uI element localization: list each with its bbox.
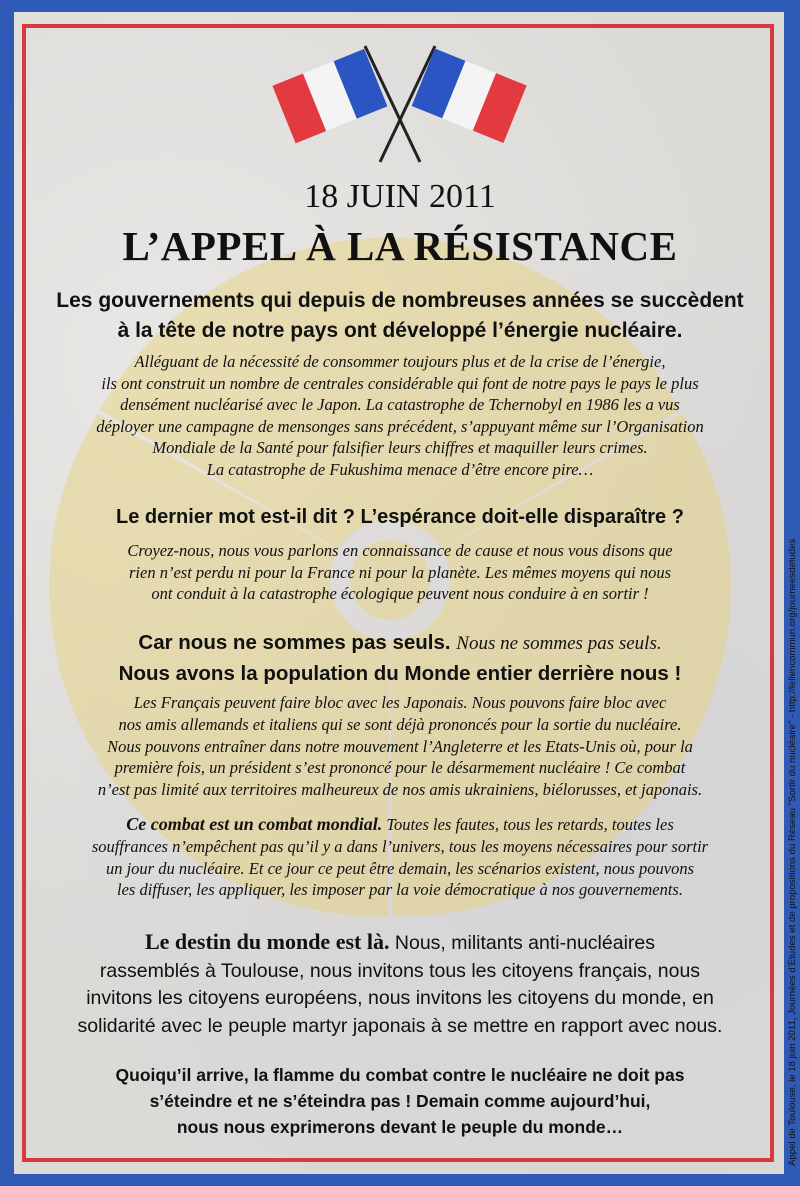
section3-line: nos amis allemands et italiens qui se sont déjà prononcés pour la sortie du nucléaire.	[118, 714, 682, 734]
section3-headline-line2: Nous avons la population du Monde entier derrière nous !	[118, 662, 682, 685]
section1-line: Alléguant de la nécessité de consommer toujours plus et de la crise de l’énergie,	[134, 352, 666, 371]
section5-line: solidarité avec le peuple martyr japonais à se mettre en rapport avec nous.	[77, 1014, 723, 1037]
section6-line: Quoiqu’il arrive, la flamme du combat contre le nucléaire ne doit pas	[115, 1065, 685, 1085]
section4-line: souffrances n’empêchent pas qu’il y a dans l’univers, tous les moyens nécessaires pour sortir	[91, 836, 709, 856]
section1-headline-line1: Les gouvernements qui depuis de nombreuses années se succèdent	[56, 289, 744, 312]
section2-line: Croyez-nous, nous vous parlons en connaissance de cause et nous vous disons que	[127, 541, 673, 560]
side-note: Appel de Toulouse, le 18 juin 2011, Journées d’Etudes et de propositions du Réseau "Sortir du nucléaire" - http://leliencommun.org/journeesdetudes	[787, 538, 798, 1166]
section6-line: s’éteindre et ne s’éteindra pas ! Demain comme aujourd’hui,	[149, 1091, 651, 1111]
section4-body	[60, 814, 740, 901]
section4-lead: Ce combat est un combat mondial.	[126, 814, 383, 834]
crossed-french-flags-icon	[270, 40, 530, 165]
section2-line: ont conduit à la catastrophe écologique peuvent nous conduire à en sortir !	[151, 584, 649, 603]
section6-line: nous nous exprimerons devant le peuple du monde…	[176, 1117, 624, 1137]
section1-headline	[40, 286, 760, 346]
section2-headline: Le dernier mot est-il dit ? L’espérance doit-elle disparaître ?	[116, 506, 684, 528]
section1-line: Mondiale de la Santé pour falsifier leurs chiffres et maquiller leurs crimes.	[152, 438, 648, 457]
section3-headline-bold: Car nous ne sommes pas seuls.	[138, 631, 451, 654]
section2-body	[70, 540, 730, 605]
section5-line: rassemblés à Toulouse, nous invitons tous les citoyens français, nous	[99, 959, 701, 982]
section5-line: invitons les citoyens européens, nous invitons les citoyens du monde, en	[86, 987, 714, 1009]
section3-line: Les Français peuvent faire bloc avec les Japonais. Nous pouvons faire bloc avec	[133, 693, 667, 712]
section5-first-line-rest: Nous, militants anti-nucléaires	[394, 932, 655, 954]
section3-line: Nous pouvons entraîner dans notre mouvement l’Angleterre et les Etats-Unis où, pour la	[107, 736, 693, 756]
section1-line: ils ont construit un nombre de centrales considérable qui font de notre pays le pays le plus	[101, 373, 699, 393]
section1-body	[70, 351, 730, 480]
section3-headline-line1	[40, 628, 760, 659]
section5-first-line	[50, 928, 750, 958]
poster-date: 18 JUIN 2011	[304, 178, 496, 215]
section6-closing	[40, 1062, 760, 1140]
section5-body	[50, 928, 750, 1040]
section1-line: La catastrophe de Fukushima menace d’être encore pire…	[206, 459, 594, 479]
section3-headline-italic: Nous ne sommes pas seuls.	[456, 633, 662, 654]
section3-headline	[40, 628, 760, 689]
section4-first-line	[60, 814, 740, 836]
section2-line: rien n’est perdu ni pour la France ni pour la planète. Les mêmes moyens qui nous	[129, 562, 671, 582]
section5-lead: Le destin du monde est là.	[144, 929, 390, 954]
section1-headline-line2: à la tête de notre pays ont développé l’énergie nucléaire.	[117, 319, 683, 342]
section4-line: les diffuser, les appliquer, les imposer par la voie démocratique à nos gouvernements.	[117, 880, 683, 900]
section4-line: un jour du nucléaire. Et ce jour ce peut être demain, les scénarios existent, nous pouvons	[105, 858, 695, 878]
section3-line: première fois, un président s’est prononcé pour le désarmement nucléaire ! Ce combat	[114, 758, 686, 778]
section3-line: n’est pas limité aux territoires malheureux de nos amis ukrainiens, biélorusses, et japonais.	[97, 780, 703, 800]
section1-line: déployer une campagne de mensonges sans précédent, s’appuyant même sur l’Organisation	[96, 416, 704, 436]
poster-title: L’APPEL À LA RÉSISTANCE	[122, 223, 678, 269]
section4-first-line-rest: Toutes les fautes, tous les retards, toutes les	[386, 815, 674, 834]
section1-line: densément nucléarisé avec le Japon. La catastrophe de Tchernobyl en 1986 les a vus	[120, 395, 680, 414]
section3-body	[60, 692, 740, 801]
